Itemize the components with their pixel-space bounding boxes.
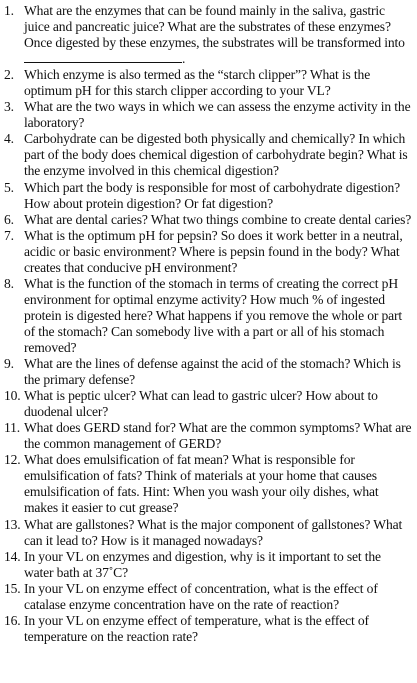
question-number: 13. [4,516,21,532]
question-item-15 [4,581,413,613]
question-text: What is the optimum pH for pepsin? So does it work better in a neutral, acidic or basic environment? Where is pepsin found in the body? What creates that conducive pH environment? [24,227,403,275]
question-number: 7. [4,227,14,243]
question-number: 1. [4,3,14,18]
question-number: 16. [4,612,21,628]
question-text: In your VL on enzyme effect of concentration, what is the effect of catalase enzyme concentration have on the rate of reaction? [24,580,378,612]
question-number: 12. [4,452,21,468]
question-item-5 [4,180,413,212]
question-item-7 [4,228,413,276]
question-number: 3. [4,99,14,115]
question-suffix: . [182,51,186,67]
question-number: 5. [4,179,14,195]
question-text: What are dental caries? What two things combine to create dental caries? [24,211,412,227]
question-number: 14. [4,548,21,564]
question-text: In your VL on enzymes and digestion, why is it important to set the water bath at 37˚C? [24,548,381,580]
question-item-1 [4,3,413,67]
question-item-14 [4,549,413,581]
question-text: What are the enzymes that can be found mainly in the saliva, gastric juice and pancreatic juice? What are the substrates of these enzymes? Once digested by these enzymes, the substrates will be transformed into [24,3,405,51]
question-text: What does GERD stand for? What are the common symptoms? What are the common management of GERD? [24,420,412,452]
question-number: 2. [4,67,14,83]
question-number: 6. [4,211,14,227]
question-number: 4. [4,131,14,147]
question-item-10 [4,388,413,420]
question-text: What are the two ways in which we can assess the enzyme activity in the laboratory? [24,99,411,131]
question-text: What does emulsification of fat mean? What is responsible for emulsification of fats? Think of materials at your home that causes emulsification of fats. Hint: When you wash your oily dishes, what makes it easier to cut grease? [24,452,379,516]
question-number: 9. [4,356,14,372]
question-number: 8. [4,275,14,291]
question-item-6 [4,212,413,228]
question-item-2 [4,67,413,99]
question-text: In your VL on enzyme effect of temperature, what is the effect of temperature on the reaction rate? [24,612,369,644]
question-item-9 [4,356,413,388]
question-text: What is peptic ulcer? What can lead to gastric ulcer? How about to duodenal ulcer? [24,388,378,420]
question-number: 15. [4,580,21,596]
question-text: What are the lines of defense against the acid of the stomach? Which is the primary defense? [24,356,401,388]
question-text: What are gallstones? What is the major component of gallstones? What can it lead to? How is it managed nowadays? [24,516,403,548]
question-text: What is the function of the stomach in terms of creating the correct pH environment for optimal enzyme activity? How much % of ingested protein is digested here? What happens if you remove the whole or part of the stomach? Can somebody live with a part or all of his stomach removed? [24,275,403,355]
question-text: Which enzyme is also termed as the “starch clipper”? What is the optimum pH for this starch clipper according to your VL? [24,67,371,99]
question-item-16 [4,613,413,645]
question-item-4 [4,131,413,179]
fill-in-blank [24,51,182,63]
question-text: Which part the body is responsible for most of carbohydrate digestion? How about protein digestion? Or fat digestion? [24,179,401,211]
question-item-12 [4,452,413,516]
question-list [4,3,413,645]
question-item-11 [4,420,413,452]
question-text: Carbohydrate can be digested both physically and chemically? In which part of the body does chemical digestion of carbohydrate begin? What is the enzyme involved in this chemical digestion? [24,131,408,179]
question-item-8 [4,276,413,356]
question-item-3 [4,99,413,131]
question-number: 10. [4,388,21,404]
question-item-13 [4,517,413,549]
question-number: 11. [4,420,21,436]
